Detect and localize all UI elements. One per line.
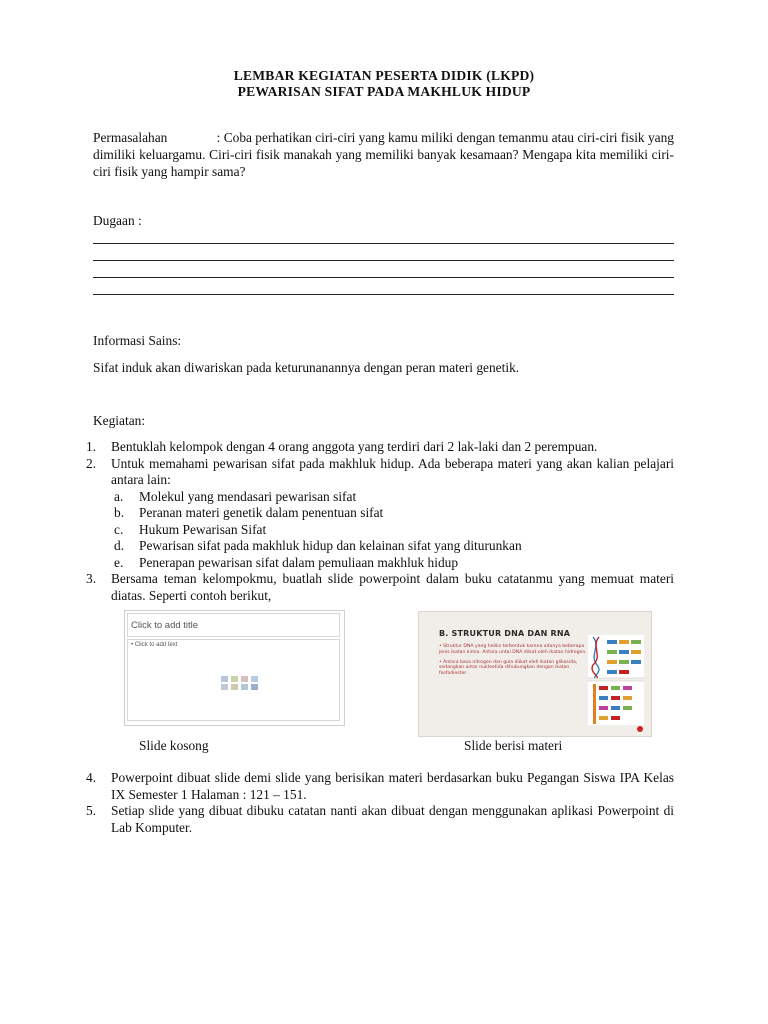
answer-line-4[interactable] bbox=[93, 294, 674, 295]
slide-title: B. STRUKTUR DNA DAN RNA bbox=[439, 629, 571, 638]
list-item: 5. Setiap slide yang dibuat dibuku catatan nanti akan dibuat dengan menggunakan aplikasi Powerpoint di Lab Komputer. bbox=[86, 803, 674, 835]
permasalahan-label: Permasalahan bbox=[93, 130, 168, 145]
sub-item: a. Molekul yang mendasari pewarisan sifat bbox=[114, 488, 357, 504]
kegiatan-list-2 bbox=[86, 770, 674, 836]
answer-line-1[interactable] bbox=[93, 243, 674, 244]
sub-item: c. Hukum Pewarisan Sifat bbox=[114, 521, 267, 537]
answer-line-2[interactable] bbox=[93, 260, 674, 261]
content-placeholder: • Click to add text bbox=[127, 639, 340, 721]
informasi-text: Sifat induk akan diwariskan pada keturunanannya dengan peran materi genetik. bbox=[93, 360, 520, 375]
record-dot-icon bbox=[637, 726, 643, 732]
sub-item: b. Peranan materi genetik dalam penentuan sifat bbox=[114, 505, 384, 520]
list-item: 4. Powerpoint dibuat slide demi slide yang berisikan materi berdasarkan buku Pegangan Siswa IPA Kelas IX Semester 1 Halaman : 121 – 151. bbox=[86, 770, 674, 802]
list-item: 2. Untuk memahami pewarisan sifat pada makhluk hidup. Ada beberapa materi yang akan kalian pelajari antara lain: bbox=[86, 455, 674, 487]
page-subtitle: PEWARISAN SIFAT PADA MAKHLUK HIDUP bbox=[237, 84, 531, 99]
permasalahan-section bbox=[93, 129, 674, 180]
sub-item: e. Penerapan pewarisan sifat dalam pemuliaan makhluk hidup bbox=[114, 554, 459, 570]
title-placeholder: Click to add title bbox=[127, 613, 340, 637]
permasalahan-text: dimiliki keluargamu. Ciri-ciri fisik manakah yang memiliki banyak kesamaan? Mengapa kita memiliki ciri-ciri fisik yang hampir sama? bbox=[93, 147, 674, 179]
informasi-label: Informasi Sains: bbox=[93, 333, 182, 348]
slide-bullets: • Struktur DNA yang heliks terbentuk karena adanya beberapa jenis ikatan kimia. Antara untai DNA diikat oleh ikatan hidrogen. • Antara basa nitrogen dan gula diikat oleh ikatan glikosida, sedangkan antar nukleotida dihubungkan dengan ikatan fosfodiester. bbox=[439, 644, 587, 677]
slide-filled-image bbox=[418, 611, 652, 737]
list-item: 1. Bentuklah kelompok dengan 4 orang anggota yang terdiri dari 2 lak-laki dan 2 perempuan. bbox=[86, 439, 598, 454]
kegiatan-list-1 bbox=[86, 439, 674, 604]
insert-content-icons bbox=[220, 674, 260, 692]
answer-line-3[interactable] bbox=[93, 277, 674, 278]
page-title: LEMBAR KEGIATAN PESERTA DIDIK (LKPD) bbox=[233, 68, 535, 83]
slide-empty-image bbox=[124, 610, 345, 726]
slide-empty-caption: Slide kosong bbox=[139, 738, 209, 753]
kegiatan-label: Kegiatan: bbox=[93, 413, 146, 428]
dna-diagram-icon bbox=[587, 634, 645, 726]
list-item: 3. Bersama teman kelompokmu, buatlah slide powerpoint dalam buku catatanmu yang memuat materi diatas. Seperti contoh berikut, bbox=[86, 571, 674, 603]
dugaan-label: Dugaan : bbox=[93, 213, 142, 228]
permasalahan-first-line: : Coba perhatikan ciri-ciri yang kamu miliki dengan temanmu atau ciri-ciri fisik yang bbox=[216, 130, 674, 145]
sub-item: d. Pewarisan sifat pada makhluk hidup dan kelainan sifat yang diturunkan bbox=[114, 538, 522, 553]
slide-filled-caption: Slide berisi materi bbox=[464, 738, 563, 753]
